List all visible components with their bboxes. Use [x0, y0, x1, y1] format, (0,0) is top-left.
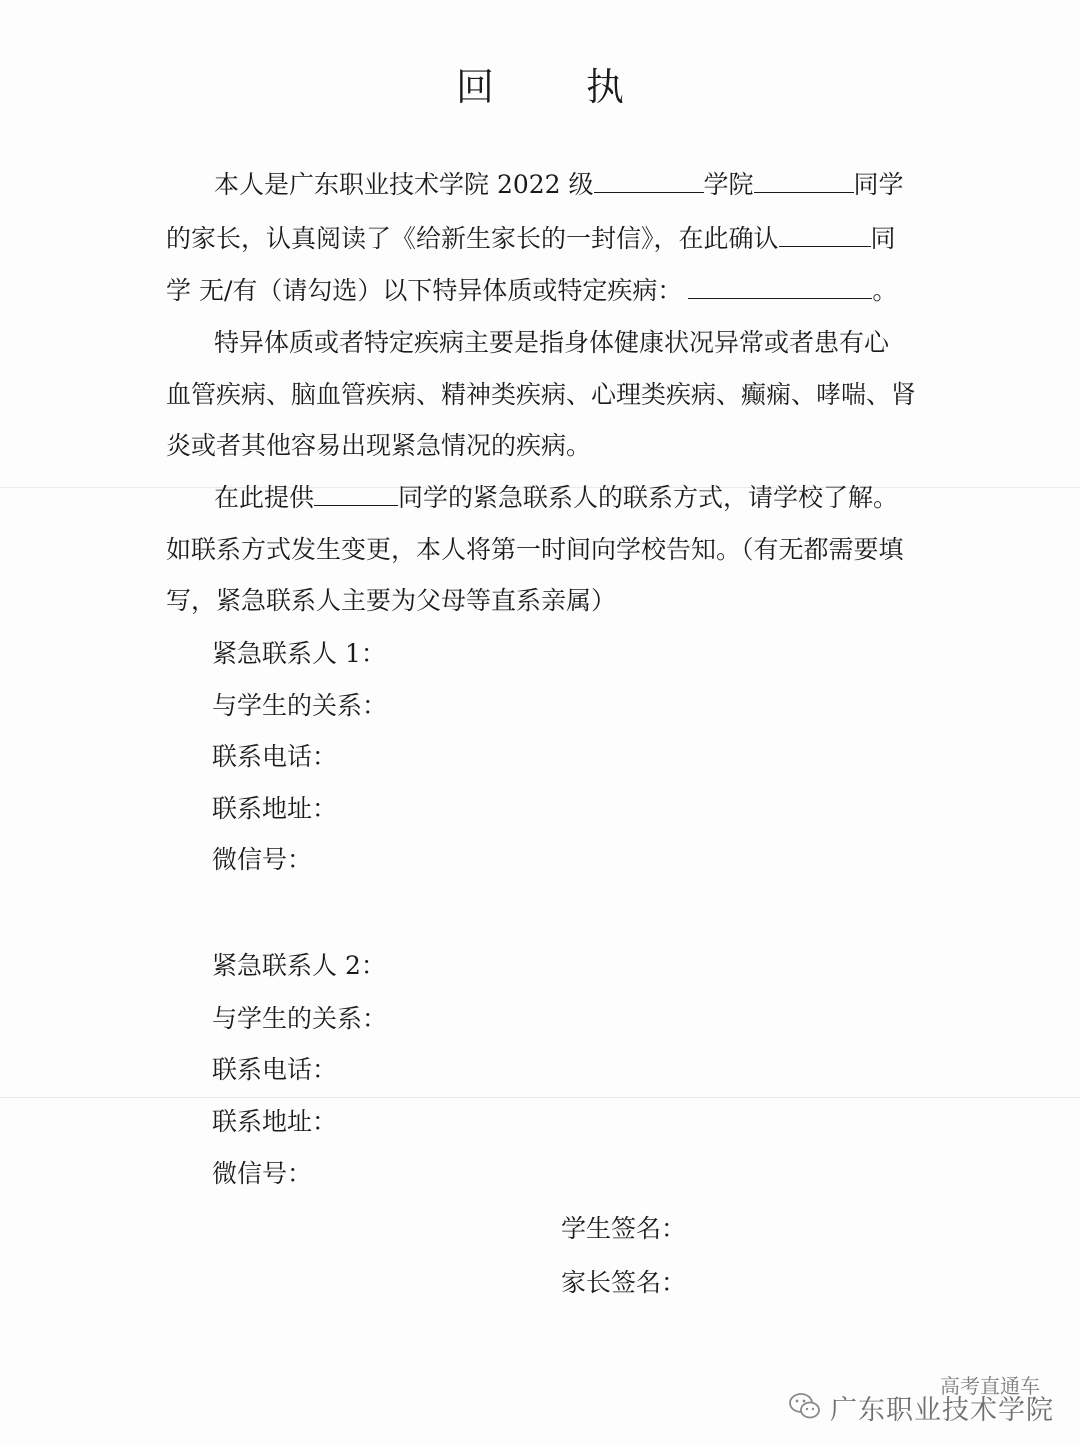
text-segment: 同学的紧急联系人的联系方式，请学校了解。 [398, 483, 899, 512]
paragraph-2-line-2: 血管疾病、脑血管疾病、精神类疾病、心理类疾病、癫痫、哮喘、肾 [166, 380, 917, 409]
parent-signature-label: 家长签名： [561, 1268, 687, 1297]
paragraph-1-line-2 [166, 222, 896, 256]
paragraph-2-line-3: 炎或者其他容易出现紧急情况的疾病。 [166, 431, 592, 460]
text-segment: 本人是广东职业技术学院 2022 级 [214, 170, 594, 199]
document-title: 回 执 [455, 65, 665, 109]
text-segment: 。 [872, 276, 898, 305]
text-segment: 在此提供 [214, 483, 315, 512]
contact-2-relation-label: 与学生的关系： [212, 1004, 388, 1033]
text-segment: 学院 [703, 170, 754, 199]
wechat-icon [788, 1392, 822, 1420]
contact-1-address-label: 联系地址： [212, 794, 338, 823]
contact-2-address-label: 联系地址： [212, 1107, 338, 1136]
confirm-student-blank [779, 224, 871, 247]
contact-2-wechat-label: 微信号： [212, 1159, 313, 1188]
watermark-school-name: 广东职业技术学院 [830, 1395, 1054, 1426]
emergency-student-blank [314, 483, 398, 506]
paragraph-2-line-1: 特异体质或者特定疾病主要是指身体健康状况异常或者患有心 [214, 328, 890, 357]
paragraph-3-line-3: 写，紧急联系人主要为父母等直系亲属） [166, 586, 617, 615]
text-segment: 学 无/有（请勾选）以下特异体质或特定疾病： [166, 276, 683, 305]
text-segment: 同学 [853, 170, 904, 199]
contact-1-relation-label: 与学生的关系： [212, 691, 388, 720]
contact-2-phone-label: 联系电话： [212, 1055, 338, 1084]
paragraph-1-line-1 [214, 168, 904, 202]
contact-1-phone-label: 联系电话： [212, 742, 338, 771]
contact-2-heading: 紧急联系人 2： [212, 951, 386, 980]
condition-blank [688, 276, 872, 299]
text-segment: 的家长，认真阅读了《给新生家长的一封信》，在此确认 [166, 224, 779, 253]
college-blank [594, 170, 704, 193]
fold-line [0, 1097, 1080, 1098]
contact-1-wechat-label: 微信号： [212, 845, 313, 874]
text-segment: 同 [870, 224, 896, 253]
student-name-blank [754, 170, 854, 193]
student-signature-label: 学生签名： [561, 1214, 687, 1243]
watermark-account-name: 高考直通车 [940, 1374, 1040, 1398]
paragraph-1-line-3 [166, 274, 897, 308]
paragraph-3-line-1 [214, 481, 898, 515]
paragraph-3-line-2: 如联系方式发生变更，本人将第一时间向学校告知。（有无都需要填 [166, 535, 904, 564]
contact-1-heading: 紧急联系人 1： [212, 639, 386, 668]
